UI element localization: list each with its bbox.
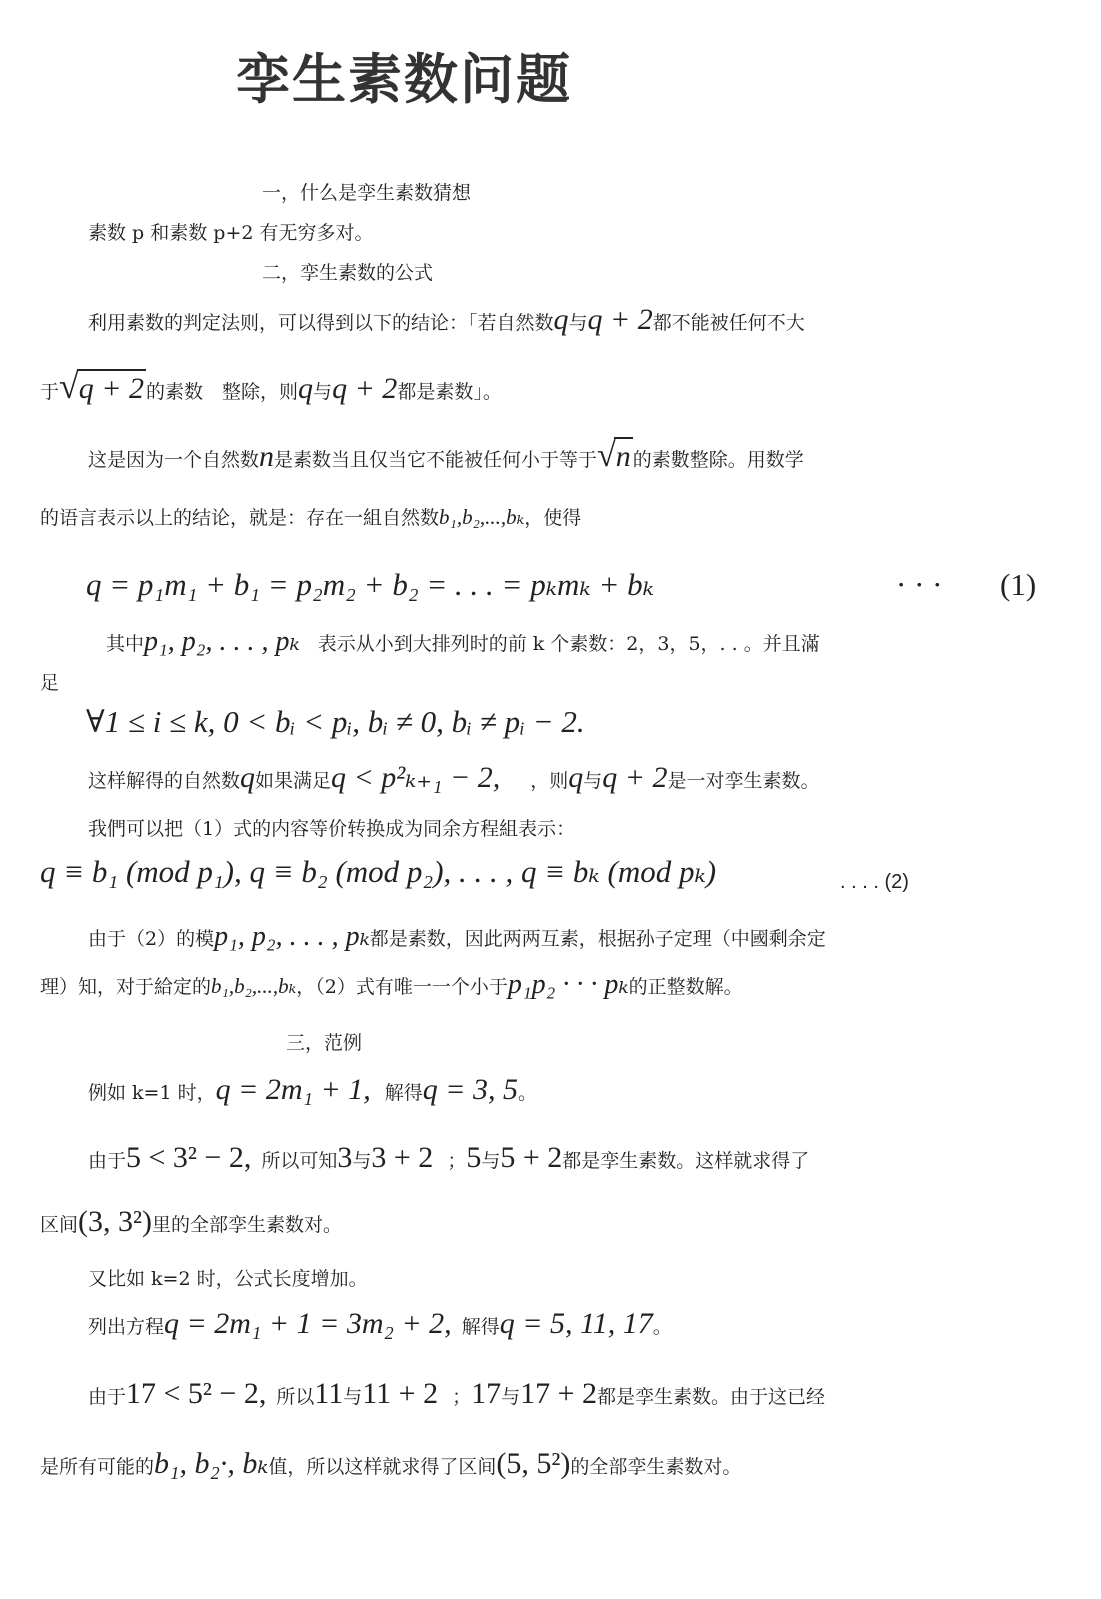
page-title: 孪生素数问题 [236, 48, 572, 111]
math-q-plus-2: q + 2 [587, 303, 653, 336]
example-k2-twins [88, 1376, 825, 1412]
text: 区间 [40, 1214, 79, 1236]
text: 与 [501, 1386, 521, 1408]
equation-1: q = p₁m₁ + b₁ = p₂m₂ + b₂ = . . . = pₖmₖ + bₖ [86, 567, 654, 602]
math-solution: q = 5, 11, 17 [499, 1307, 653, 1340]
paragraph-conjecture: 素数 p 和素数 p+2 有无穷多对。 [88, 222, 374, 244]
example-k1 [88, 1072, 537, 1108]
example-k2-equation [88, 1306, 672, 1342]
paragraph-rule-line1 [88, 302, 805, 338]
math-interval: (5, 5²) [496, 1447, 571, 1480]
text: 都不能被任何不大 [652, 312, 805, 334]
text: 列出方程 [88, 1316, 165, 1338]
condition-formula: ∀1 ≤ i ≤ k, 0 < bᵢ < pᵢ, bᵢ ≠ 0, bᵢ ≠ pᵢ − 2. [86, 704, 585, 739]
math-expression: 3 + 2 [371, 1141, 434, 1174]
text: 于 [40, 381, 60, 403]
text: 利用素数的判定法则，可以得到以下的结论：「若自然数 [88, 312, 554, 334]
text: ； [447, 1150, 467, 1172]
paragraph-rule-line2 [40, 365, 502, 408]
section-heading-1: 一，什么是孪生素数猜想 [262, 182, 472, 204]
text: 里的全部孪生素数对。 [152, 1214, 343, 1236]
paragraph-reason-line2 [40, 505, 581, 530]
text: 与 [568, 312, 588, 334]
math-q-plus-2: q + 2 [332, 372, 398, 405]
text: 所以 [276, 1386, 315, 1408]
text: 解得 [384, 1082, 423, 1104]
equation-2-number: . . . . (2) [840, 871, 909, 893]
math-q: q [568, 761, 584, 794]
paragraph-congruence-intro: 我們可以把（1）式的内容等价转换成为同余方程組表示： [88, 818, 576, 840]
paragraph-twin-condition [88, 760, 820, 796]
text: 其中 [106, 633, 145, 655]
example-k2-intro: 又比如 k=2 时，公式长度增加。 [88, 1268, 368, 1290]
text: 的素数 整除，则 [146, 381, 299, 403]
sqrt-symbol: √ [597, 437, 616, 474]
math-product: p₁p₂ · · · pₖ [507, 969, 629, 1000]
text: 由于 [88, 1386, 127, 1408]
text: 的全部孪生素数对。 [570, 1456, 742, 1478]
text: 与 [481, 1150, 501, 1172]
text: 都是素数」。 [397, 381, 502, 403]
math-sqrt-q-plus-2: q + 2 [77, 369, 146, 407]
equation-1-dots: · · · [896, 567, 943, 602]
text: 这是因为一个自然数 [88, 449, 260, 471]
math-solution: q = 3, 5 [422, 1073, 518, 1106]
example-k2-interval [40, 1446, 741, 1482]
equation-2: q ≡ b₁ (mod p₁), q ≡ b₂ (mod p₂), . . . , q ≡ bₖ (mod pₖ) [40, 854, 717, 889]
math-inequality: q < p²ₖ₊₁ − 2, [331, 761, 501, 794]
math-b-list: b₁,b₂,...,bₖ [439, 505, 525, 529]
math-equation: q = 2m₁ + 1, [215, 1073, 371, 1106]
text: 这样解得的自然数 [88, 770, 241, 792]
math-interval: (3, 3²) [78, 1205, 152, 1238]
text: 与 [352, 1150, 372, 1172]
section-heading-3: 三，范例 [286, 1032, 363, 1054]
math-sqrt-n: n [614, 437, 633, 475]
text: 都是孪生素数。由于这已经 [597, 1386, 826, 1408]
math-p-list: p₁, p₂, . . . , pₖ [214, 921, 370, 952]
math-number: 17 [471, 1377, 502, 1410]
math-b-list: b₁,b₂,...,bₖ [211, 974, 297, 998]
text: 由于（2）的模 [88, 928, 215, 950]
text: ，使得 [524, 507, 582, 529]
paragraph-primes-line2: 足 [40, 672, 60, 694]
text: 的素數整除。用数学 [632, 449, 804, 471]
math-inequality: 5 < 3² − 2, [126, 1141, 252, 1174]
math-inequality: 17 < 5² − 2, [126, 1377, 267, 1410]
text: 解得 [461, 1316, 500, 1338]
math-expression: 11 + 2 [362, 1377, 439, 1410]
math-equation: q = 2m₁ + 1 = 3m₂ + 2, [164, 1307, 452, 1340]
text: 都是孪生素数。这样就求得了 [562, 1150, 810, 1172]
text: 与 [583, 770, 603, 792]
text: 例如 k=1 时， [88, 1082, 216, 1104]
text: 如果满足 [255, 770, 332, 792]
math-n: n [259, 440, 275, 473]
text: 理）知，对于給定的 [40, 976, 212, 998]
text: 所以可知 [261, 1150, 338, 1172]
text: ，则 [530, 770, 569, 792]
text: 值，所以这样就求得了区间 [268, 1456, 497, 1478]
math-p-list: p₁, p₂, . . . , pₖ [144, 626, 300, 657]
math-q: q [240, 761, 256, 794]
text: ； [452, 1386, 472, 1408]
text: 的正整数解。 [628, 976, 743, 998]
text: 都是素数，因此两两互素，根据孙子定理（中國剩余定 [369, 928, 826, 950]
math-number: 3 [337, 1141, 353, 1174]
sqrt-symbol: √ [59, 366, 79, 406]
text: 。 [517, 1082, 537, 1104]
text: 是一对孪生素数。 [667, 770, 820, 792]
text: 是素数当且仅当它不能被任何小于等于 [274, 449, 598, 471]
paragraph-reason-line1 [88, 436, 804, 477]
math-number: 11 [314, 1377, 344, 1410]
section-heading-2: 二，孪生素数的公式 [262, 262, 434, 284]
math-number: 5 [466, 1141, 482, 1174]
math-q: q [553, 303, 569, 336]
text: ，（2）式有唯一一个小于 [296, 976, 508, 998]
example-k1-twins [88, 1140, 809, 1176]
paragraph-crt-line1 [88, 920, 826, 954]
math-b-values: b₁, b₂·, bₖ [154, 1447, 269, 1480]
text: 的语言表示以上的结论，就是：存在一組自然数 [40, 507, 440, 529]
text: 。 [652, 1316, 672, 1338]
example-k1-interval [40, 1204, 342, 1240]
text: 与 [343, 1386, 363, 1408]
math-q-plus-2: q + 2 [602, 761, 668, 794]
text: 表示从小到大排列时的前 k 个素数：2，3，5，. . 。并且滿 [317, 633, 820, 655]
paragraph-crt-line2 [40, 968, 743, 1002]
text: 与 [313, 381, 333, 403]
equation-1-number: (1) [1000, 567, 1037, 602]
paragraph-primes-line1 [106, 625, 820, 659]
text: 是所有可能的 [40, 1456, 155, 1478]
text: 由于 [88, 1150, 127, 1172]
math-q: q [298, 372, 314, 405]
math-expression: 17 + 2 [520, 1377, 598, 1410]
math-expression: 5 + 2 [500, 1141, 563, 1174]
